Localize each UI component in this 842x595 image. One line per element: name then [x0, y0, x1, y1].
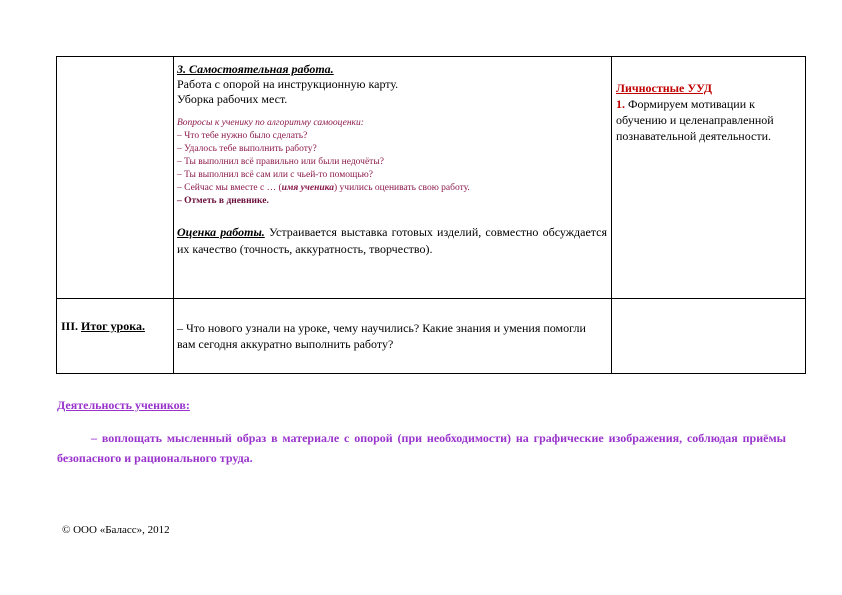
table-row	[57, 299, 806, 374]
uud-text: Формируем мотивации к обучению и целенаправленной познавательной деятельности.	[616, 97, 774, 143]
summary-text: – Что нового узнали на уроке, чему научились? Какие знания и умения помогли вам сегодня аккуратно выполнить работу?	[177, 321, 586, 351]
uud-description	[616, 96, 801, 144]
question-item: – Ты выполнил всё сам или с чьей-то помощью?	[177, 170, 373, 180]
stage-number: III.	[61, 319, 82, 333]
question-item: – Удалось тебе выполнить работу?	[177, 144, 317, 154]
question-text: – Сейчас мы вместе с … (	[177, 183, 282, 193]
question-item: – Ты выполнил всё правильно или были недочёты?	[177, 157, 384, 167]
activity-text: – воплощать мысленный образ в материале с опорой (при необходимости) на графические изображения, соблюдая приёмы безопасного и рационального труда.	[57, 431, 786, 465]
table-row	[57, 57, 806, 299]
content-cell	[174, 299, 612, 374]
content-cell	[174, 57, 612, 299]
copyright-footer: © ООО «Баласс», 2012	[62, 524, 170, 536]
lesson-plan-table	[56, 56, 806, 374]
question-text: ) учились оценивать свою работу.	[334, 183, 470, 193]
stage-cell	[57, 299, 174, 374]
self-assessment-questions	[177, 117, 607, 208]
uud-cell	[612, 57, 806, 299]
assessment-label: Оценка работы.	[177, 225, 265, 239]
questions-title: Вопросы к ученику по алгоритму самооценки:	[177, 118, 364, 128]
student-name-placeholder: имя ученика	[281, 183, 334, 193]
uud-cell	[612, 299, 806, 374]
activity-title: Деятельность учеников:	[57, 398, 190, 412]
content-line: Работа с опорой на инструкционную карту.	[177, 77, 399, 91]
assessment-paragraph	[177, 224, 607, 258]
uud-title: Личностные УУД	[616, 81, 713, 95]
stage-cell	[57, 57, 174, 299]
question-item: – Что тебе нужно было сделать?	[177, 131, 308, 141]
question-item: – Отметь в дневнике.	[177, 196, 269, 206]
question-item	[177, 182, 607, 195]
uud-number: 1.	[616, 97, 625, 111]
content-line: Уборка рабочих мест.	[177, 92, 288, 106]
assessment-text: Устраивается выставка готовых изделий, совместно обсуждается их качество (точность, аккуратность, творчество).	[177, 225, 608, 256]
stage-label: Итог урока.	[81, 319, 145, 333]
section-heading: 3. Самостоятельная работа.	[177, 62, 334, 76]
